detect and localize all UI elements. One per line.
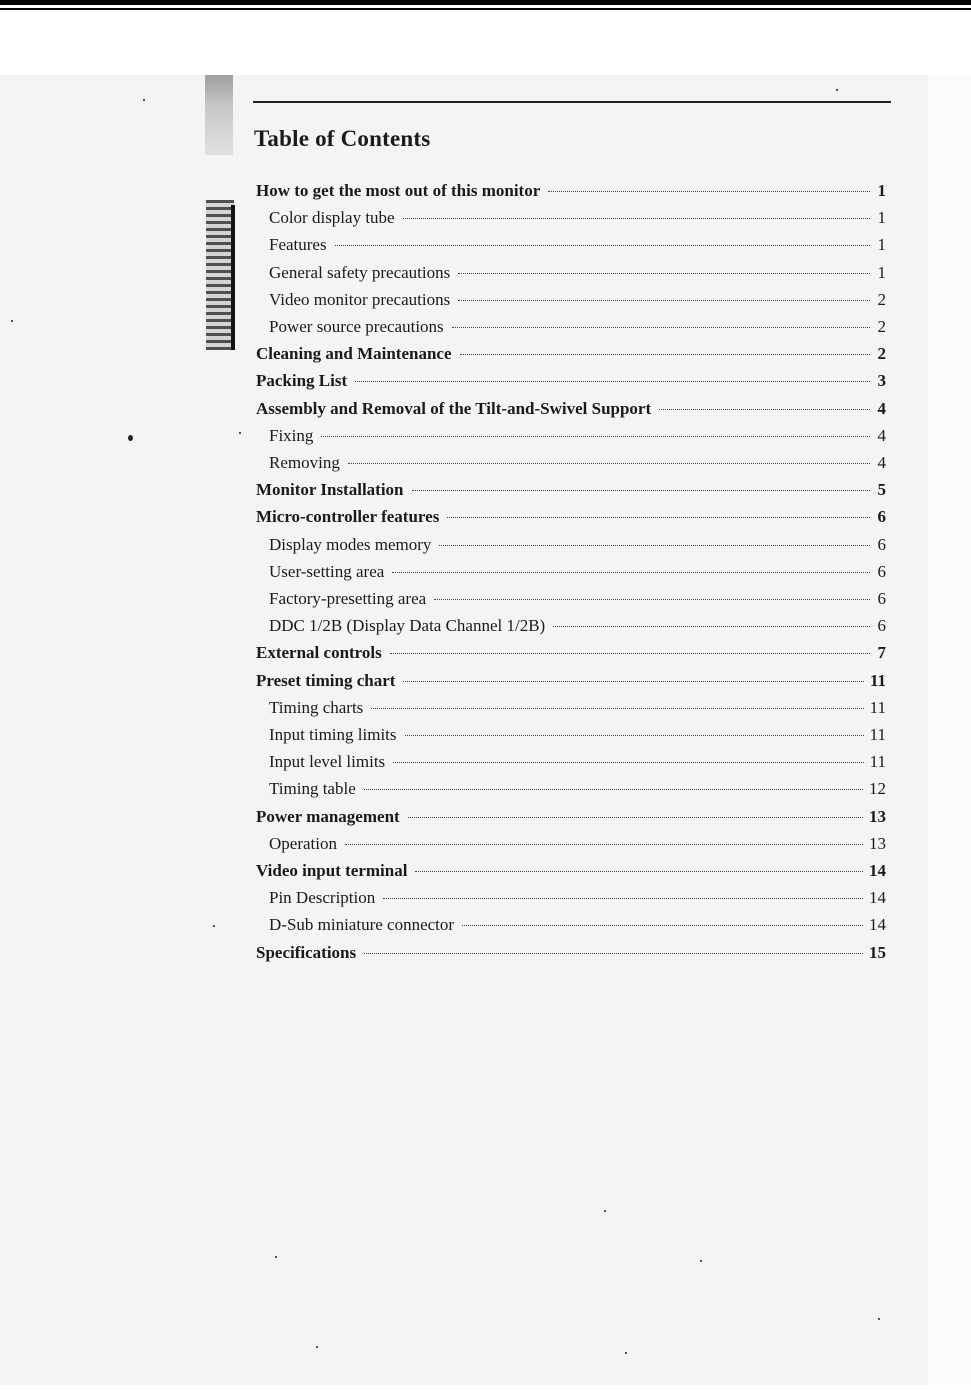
dot-leader [390,653,870,654]
toc-subsection-entry [269,262,886,284]
dot-leader [383,898,863,899]
toc-subsection-entry [269,425,886,447]
toc-entry-page: 1 [877,181,886,200]
dot-leader [355,381,870,382]
toc-entry-page: 1 [877,263,886,282]
toc-entry-label: Cleaning and Maintenance [256,344,452,363]
dot-leader [403,681,864,682]
toc-entry-label: Specifications [256,943,357,962]
toc-entry-page: 11 [869,671,886,690]
toc-entry-label: Removing [269,453,340,472]
toc-entry-page: 7 [877,643,886,662]
toc-entry-page: 1 [877,208,886,227]
dot-leader [392,572,870,573]
dot-leader [364,789,863,790]
page-margin [928,75,971,1385]
toc-section-entry [256,642,886,664]
toc-subsection-entry [269,833,886,855]
toc-subsection-entry [269,724,886,746]
toc-entry-label: Video input terminal [256,861,408,880]
toc-subsection-entry [269,561,886,583]
toc-subsection-entry [269,534,886,556]
toc-entry-page: 14 [869,888,886,907]
toc-entry-label: Display modes memory [269,535,432,554]
dot-leader [447,517,870,518]
scan-speck [316,1346,318,1348]
toc-entry-page: 2 [877,317,886,336]
top-rule [0,0,971,5]
toc-entry-label: Input timing limits [269,725,397,744]
scan-speck [625,1352,627,1354]
toc-entry-label: DDC 1/2B (Display Data Channel 1/2B) [269,616,546,635]
toc-entry-page: 13 [869,834,886,853]
toc-subsection-entry [269,914,886,936]
dot-leader [434,599,870,600]
toc-subsection-entry [269,207,886,229]
toc-section-entry [256,398,886,420]
binding-edge [231,205,235,350]
scan-speck [604,1210,606,1212]
toc-entry-page: 2 [877,344,886,363]
dot-leader [439,545,870,546]
toc-entry-label: Power management [256,807,400,826]
toc-section-entry [256,180,886,202]
toc-entry-page: 11 [869,698,886,717]
toc-section-entry [256,806,886,828]
scan-speck [128,435,133,441]
dot-leader [403,218,870,219]
toc-entry-label: Timing table [269,779,356,798]
toc-entry-page: 14 [869,915,886,934]
toc-entry-label: Assembly and Removal of the Tilt-and-Swivel Support [256,399,652,418]
toc-entry-page: 6 [877,535,886,554]
dot-leader [348,463,870,464]
toc-entry-page: 12 [869,779,886,798]
toc-entry-page: 6 [877,589,886,608]
dot-leader [405,735,864,736]
toc-entry-page: 11 [869,725,886,744]
scan-speck [143,99,145,101]
toc-subsection-entry [269,234,886,256]
toc-entry-page: 4 [877,453,886,472]
dot-leader [408,817,863,818]
binding-shadow [205,75,233,155]
toc-subsection-entry [269,452,886,474]
dot-leader [458,273,870,274]
scan-speck [836,89,838,91]
toc-entry-label: Timing charts [269,698,364,717]
toc-entry-label: Micro-controller features [256,507,440,526]
toc-subsection-entry [269,615,886,637]
toc-entry-label: Pin Description [269,888,376,907]
toc-entry-label: D-Sub miniature connector [269,915,455,934]
dot-leader [548,191,870,192]
toc-entry-label: Features [269,235,327,254]
toc-entry-label: How to get the most out of this monitor [256,181,541,200]
toc-entry-label: Preset timing chart [256,671,396,690]
toc-entry-label: External controls [256,643,382,662]
toc-subsection-entry [269,316,886,338]
dot-leader [321,436,870,437]
binding-holes [206,200,234,350]
toc-subsection-entry [269,588,886,610]
toc-entry-label: Video monitor precautions [269,290,451,309]
toc-subsection-entry [269,751,886,773]
scan-speck [239,432,241,434]
toc-entry-page: 2 [877,290,886,309]
scan-speck [11,320,13,322]
toc-section-entry [256,370,886,392]
toc-entry-label: Packing List [256,371,348,390]
toc-entry-page: 3 [877,371,886,390]
toc-entry-page: 4 [877,399,886,418]
page-title: Table of Contents [254,126,431,151]
dot-leader [415,871,863,872]
toc-subsection-entry [269,778,886,800]
toc-entry-label: Color display tube [269,208,395,227]
toc-section-entry [256,343,886,365]
toc-entry-label: Input level limits [269,752,386,771]
top-rule-secondary [0,8,971,10]
toc-entry-page: 6 [877,507,886,526]
scan-speck [213,925,215,927]
toc-section-entry [256,479,886,501]
scan-speck [700,1260,702,1262]
toc-entry-page: 6 [877,562,886,581]
dot-leader [393,762,863,763]
dot-leader [364,953,863,954]
toc-entry-label: General safety precautions [269,263,451,282]
scan-speck [878,1318,880,1320]
toc-section-entry [256,942,886,964]
toc-entry-page: 15 [869,943,886,962]
dot-leader [462,925,863,926]
toc-entry-label: Monitor Installation [256,480,404,499]
dot-leader [335,245,870,246]
toc-entry-label: Fixing [269,426,314,445]
toc-entry-page: 13 [869,807,886,826]
dot-leader [553,626,870,627]
toc-subsection-entry [269,697,886,719]
header-rule [253,101,891,103]
dot-leader [458,300,870,301]
toc-entry-label: User-setting area [269,562,385,581]
dot-leader [345,844,863,845]
toc-entry-label: Operation [269,834,337,853]
dot-leader [460,354,870,355]
dot-leader [452,327,870,328]
toc-section-entry [256,670,886,692]
toc-entry-page: 5 [877,480,886,499]
toc-entry-page: 4 [877,426,886,445]
scan-speck [275,1256,277,1258]
toc-entry-label: Power source precautions [269,317,444,336]
toc-entry-label: Factory-presetting area [269,589,427,608]
toc-entry-page: 11 [869,752,886,771]
toc-subsection-entry [269,887,886,909]
dot-leader [371,708,863,709]
toc-entry-page: 1 [877,235,886,254]
toc-entry-page: 14 [869,861,886,880]
dot-leader [659,409,870,410]
toc-section-entry [256,506,886,528]
dot-leader [412,490,870,491]
toc-section-entry [256,860,886,882]
toc-subsection-entry [269,289,886,311]
toc-entry-page: 6 [877,616,886,635]
